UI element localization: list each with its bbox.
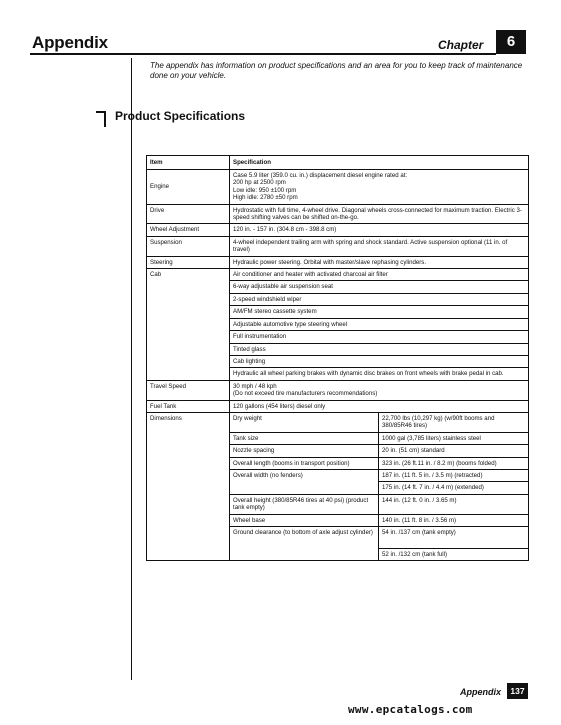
section-bracket-mark [96, 111, 106, 127]
table-row-dimensions [147, 412, 529, 432]
dimension-label: Dry weight [230, 412, 379, 432]
spec-cell: Full instrumentation [230, 331, 529, 343]
spec-cell: Tinted glass [230, 343, 529, 355]
item-cell: Cab [147, 269, 230, 381]
dimension-label: Overall length (booms in transport position) [230, 457, 379, 469]
spec-cell [230, 170, 529, 205]
dimension-label: Overall width (no fenders) [230, 469, 379, 494]
dimension-value: 187 in. (11 ft. 5 in. / 3.5 m) (retracted) [379, 469, 529, 481]
chapter-number-badge: 6 [496, 30, 526, 54]
footer-section-label: Appendix [460, 687, 502, 697]
table-row-wheel-adjustment [147, 224, 529, 236]
dimension-value: 54 in. /137 cm (tank empty) [379, 527, 529, 549]
dimension-value: 1000 gal (3,785 liters) stainless steel [379, 432, 529, 444]
spec-cell: Hydraulic power steering. Orbital with master/slave rephasing cylinders. [230, 256, 529, 268]
spec-cell: Adjustable automotive type steering wheel [230, 318, 529, 330]
table-row-cab [147, 269, 529, 281]
spec-line: High idle: 2780 ±50 rpm [233, 194, 298, 202]
dimension-value: 22,700 lbs (10,297 kg) (w/90ft booms and 380/85R46 tires) [379, 412, 529, 432]
dimension-label: Tank size [230, 432, 379, 444]
item-cell: Fuel Tank [147, 400, 230, 412]
spec-cell: Cab lighting [230, 355, 529, 367]
dimension-label: Wheel base [230, 514, 379, 526]
spec-line: Low idle: 950 ±100 rpm [233, 186, 297, 194]
item-cell: Wheel Adjustment [147, 224, 230, 236]
dimension-label: Nozzle spacing [230, 445, 379, 457]
chapter-label: Chapter [438, 38, 484, 52]
spec-line: Case 5.9 liter (359.0 cu. in.) displacement diesel engine rated at: [233, 172, 408, 179]
table-row-drive [147, 204, 529, 224]
spec-cell: Hydraulic all wheel parking brakes with dynamic disc brakes on front wheels with brake pedal in cab. [230, 368, 529, 380]
intro-paragraph: The appendix has information on product specifications and an area for you to keep track of maintenance done on your vehicle. [150, 61, 523, 80]
item-cell: Engine [147, 170, 230, 205]
table-row-suspension [147, 236, 529, 256]
spec-cell: 120 gallons (454 liters) diesel only [230, 400, 529, 412]
spec-cell: 4-wheel independent trailing arm with spring and shock standard. Active suspension optional (11 in. of travel) [230, 236, 529, 256]
spec-cell: 2-speed windshield wiper [230, 293, 529, 305]
column-header-item: Item [147, 156, 230, 170]
dimension-value: 144 in. (12 ft. 0 in. / 3.65 m) [379, 494, 529, 514]
item-cell: Drive [147, 204, 230, 224]
table-row-fuel-tank [147, 400, 529, 412]
table-row-steering [147, 256, 529, 268]
page-number-badge: 137 [507, 683, 528, 699]
item-cell: Steering [147, 256, 230, 268]
spec-cell: Air conditioner and heater with activated charcoal air filter [230, 269, 529, 281]
dimension-label: Ground clearance (to bottom of axle adjust cylinder) [230, 527, 379, 561]
spec-cell: Hydrostatic with full time, 4-wheel drive. Diagonal wheels cross-connected for maximum traction. Electric 3-speed shifting valves can be shifted on-the-go. [230, 204, 529, 224]
spec-line: 200 hp at 2500 rpm [233, 179, 286, 187]
item-cell: Travel Speed [147, 380, 230, 400]
spec-cell [230, 380, 529, 400]
dimension-value: 140 in. (11 ft. 8 in. / 3.56 m) [379, 514, 529, 526]
dimension-label: Overall height (380/85R46 tires at 40 psi) (product tank empty) [230, 494, 379, 514]
item-cell: Suspension [147, 236, 230, 256]
table-header-row [147, 156, 529, 170]
spec-line: 30 mph / 48 kph [233, 382, 277, 390]
table-row-travel-speed [147, 380, 529, 400]
specifications-table [146, 155, 529, 561]
spec-cell: 6-way adjustable air suspension seat [230, 281, 529, 293]
spec-cell: AM/FM stereo cassette system [230, 306, 529, 318]
table-row-engine [147, 170, 529, 205]
watermark-text: www.epcatalogs.com [348, 703, 473, 716]
item-cell: Dimensions [147, 412, 230, 560]
dimension-value: 323 in. (26 ft.11 in. / 8.2 m) (booms folded) [379, 457, 529, 469]
column-header-specification: Specification [230, 156, 529, 170]
dimension-value: 20 in. (51 cm) standard [379, 445, 529, 457]
section-title: Product Specifications [115, 109, 246, 123]
dimension-value: 175 in. (14 ft. 7 in. / 4.4 m) (extended) [379, 482, 529, 494]
spec-cell: 120 in. - 157 in. (304.8 cm - 398.8 cm) [230, 224, 529, 236]
margin-rule [131, 58, 132, 680]
page-title: Appendix [32, 33, 108, 52]
header-divider [30, 53, 496, 55]
dimension-value: 52 in. /132 cm (tank full) [379, 549, 529, 561]
spec-line: (Do not exceed tire manufacturers recommendations) [233, 390, 378, 398]
